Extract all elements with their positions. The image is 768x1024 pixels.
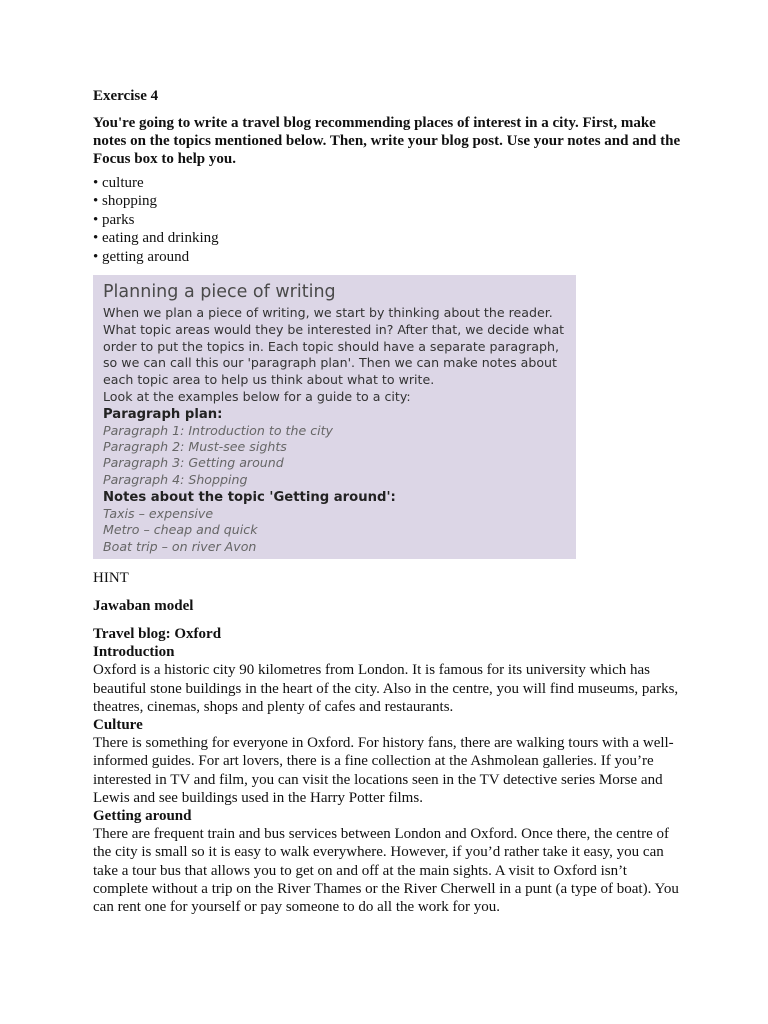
section-heading: Introduction (93, 644, 175, 661)
topic-item: • culture (93, 175, 144, 191)
focus-box-lead: Look at the examples below for a guide to a city: (103, 389, 411, 405)
note-item: Boat trip – on river Avon (103, 538, 257, 554)
document-page (93, 86, 683, 916)
topic-item: • shopping (93, 193, 158, 210)
topic-item: • eating and drinking (93, 230, 219, 247)
section-text: There is something for everyone in Oxford. For history fans, there are walking tours with a well-informed guides. For art lovers, there is a fine collection at the Ashmolean galleries. If you’re interested in TV and film, you can visit the locations seen in the TV detective series Morse and Lewis and see buildings used in the Harry Potter films. (93, 735, 674, 806)
blog-post (93, 625, 683, 916)
exercise-title: Exercise 4 (93, 88, 159, 104)
topic-list (93, 174, 683, 266)
plan-item: Paragraph 3: Getting around (103, 455, 284, 471)
topic-item: • getting around (93, 248, 190, 265)
model-answer-label: Jawaban model (93, 598, 194, 615)
section-text: There are frequent train and bus services between London and Oxford. Once there, the centre of the city is small so it is easy to walk everywhere. However, if you’d rather take it easy, you can take a tour bus that allows you to get on and off at the main sights. A visit to Oxford isn’t complete without a trip on the River Thames or the River Cherwell in a punt (a type of boat). You can rent one for yourself or pay someone to do all the work for you. (93, 826, 679, 916)
notes-heading: Notes about the topic 'Getting around': (103, 490, 396, 505)
plan-item: Paragraph 1: Introduction to the city (103, 422, 334, 438)
focus-box-title: Planning a piece of writing (103, 282, 336, 303)
topic-item: • parks (93, 211, 135, 228)
focus-box-body: When we plan a piece of writing, we start by thinking about the reader. What topic areas would they be interested in? After that, we decide what order to put the topics in. Each topic should have a separate paragraph, so we can call this our 'paragraph plan'. Then we can make notes about each topic area to help us think about what to write. (103, 305, 565, 388)
focus-box (93, 275, 576, 559)
blog-title: Travel blog: Oxford (93, 626, 222, 643)
note-item: Metro – cheap and quick (103, 522, 258, 538)
exercise-instructions: You're going to write a travel blog recommending places of interest in a city. First, make notes on the topics mentioned below. Then, write your blog post. Use your notes and and the Focus box to help you. (93, 115, 681, 167)
plan-item: Paragraph 2: Must-see sights (103, 439, 287, 455)
section-heading: Getting around (93, 808, 192, 825)
section-text: Oxford is a historic city 90 kilometres from London. It is famous for its university which has beautiful stone buildings in the heart of the city. Also in the centre, you will find museums, parks, theatres, cinemas, shops and plenty of cafes and restaurants. (93, 662, 679, 715)
section-heading: Culture (93, 717, 143, 734)
paragraph-plan-heading: Paragraph plan: (103, 406, 223, 422)
note-item: Taxis – expensive (103, 506, 214, 521)
hint-label: HINT (93, 570, 129, 587)
plan-item: Paragraph 4: Shopping (103, 471, 248, 487)
